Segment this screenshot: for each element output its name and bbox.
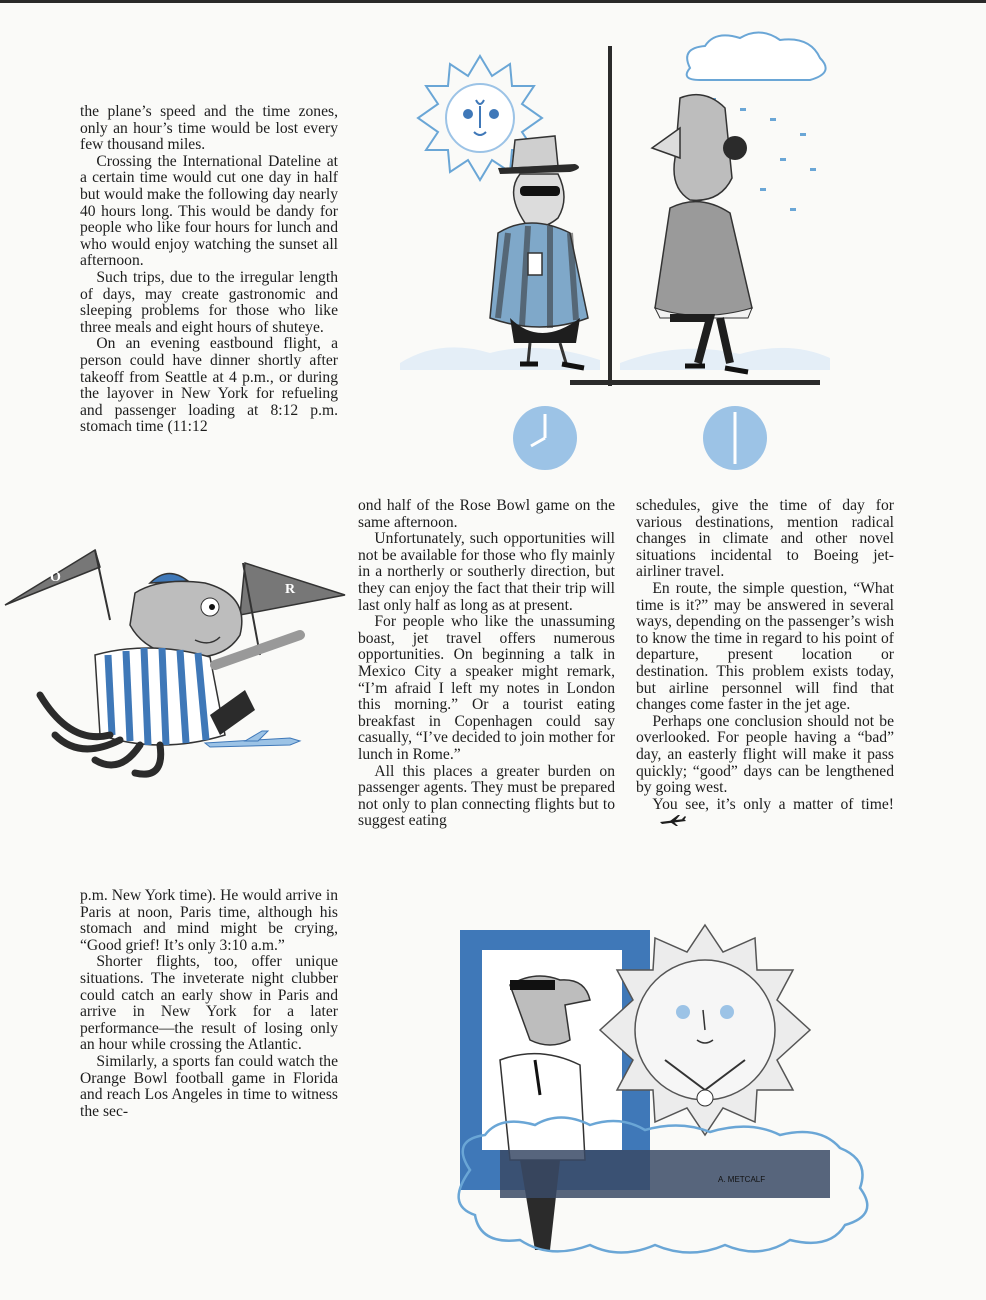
summer-winter-illustration	[380, 18, 840, 488]
clock-icon	[513, 406, 577, 470]
closing-sentence: You see, it’s only a matter of time!	[652, 795, 894, 813]
paragraph: p.m. New York time). He would arrive in Paris at noon, Paris time, although his stomach and mind might be crying, “Good grief! It’s only 3:10 a.m.”	[80, 887, 338, 954]
paragraph: Such trips, due to the irregular length of days, may create gastronomic and sleeping problems for those who like three meals and eight hours of shuteye.	[80, 268, 338, 336]
winter-traveler-figure	[652, 95, 752, 372]
paragraph: Unfortunately, such opportunities will not be available for those who fly mainly in a northerly or southerly direction, but they can enjoy the fact that their trip will last only half as long as at present.	[358, 530, 615, 614]
jet-end-mark-icon	[642, 813, 688, 832]
article-column-1-bottom	[80, 888, 338, 1120]
pennant-left-letter: O	[50, 570, 61, 585]
pennant-left	[5, 550, 110, 620]
article-column-1-top	[80, 104, 338, 436]
paragraph: schedules, give the time of day for various destinations, mention radical changes in climate and other novel situations incidental to Boeing jet-airliner travel.	[636, 497, 894, 581]
paragraph: the plane’s speed and the time zones, only an hour’s time would be lost every few thousand miles.	[80, 103, 338, 154]
article-column-3	[636, 498, 894, 832]
paragraph: All this places a greater burden on passenger agents. They must be prepared not only to plan connecting flights but to suggest eating	[358, 762, 615, 830]
paragraph: On an evening eastbound flight, a person could have dinner shortly after takeoff from Seattle at 4 p.m., or during the layover in New York for refueling and passenger loading at 8:12 p.m. stomach time (11:12	[80, 335, 338, 436]
article-column-2	[358, 498, 615, 830]
paragraph	[636, 797, 894, 832]
paragraph: Perhaps one conclusion should not be overlooked. For people having a “bad” day, an easterly flight will make it pass quickly; “good” days can be lengthened by going west.	[636, 712, 894, 797]
paragraph: For people who like the unassuming boast, jet travel offers numerous opportunities. On beginning a talk in Mexico City a speaker might remark, “I’m afraid I left my notes in London this morning.” Or a tourist eating breakfast in Copenhagen could say casually, “I’ve decided to join mother for lunch in Rome.”	[358, 613, 615, 763]
paragraph: Similarly, a sports fan could watch the Orange Bowl football game in Florida and reach Los Angeles in time to witness the sec-	[80, 1052, 338, 1120]
pennant-right-letter: R	[285, 582, 296, 597]
paragraph: Crossing the International Dateline at a certain time would cut one day in half but would make the following day nearly 40 hours long. This would be dandy for people who like four hours for lunch and who would enjoy watching the sunset all afternoon.	[80, 152, 338, 270]
artist-signature: A. METCALF	[718, 1175, 766, 1184]
paragraph: ond half of the Rose Bowl game on the same afternoon.	[358, 497, 615, 531]
football-fan-illustration	[0, 545, 350, 790]
clock-icon	[703, 406, 767, 470]
paragraph: En route, the simple question, “What time is it?” may be answered in several ways, depending on the passenger’s wish to know the time in regard to his point of departure, present location or destination. This problem exists today, but airline personnel will find that changes come faster in the jet age.	[636, 579, 894, 714]
pilot-sun-illustration	[440, 920, 940, 1265]
summer-traveler-figure	[490, 136, 588, 368]
striped-sweater	[95, 648, 225, 745]
page-top-rule	[0, 0, 986, 3]
paragraph: Shorter flights, too, offer unique situations. The inveterate night clubber could catch an early show in Paris and arrive in New York for a later performance—the result of losing only an hour while crossing the Atlantic.	[80, 953, 338, 1054]
